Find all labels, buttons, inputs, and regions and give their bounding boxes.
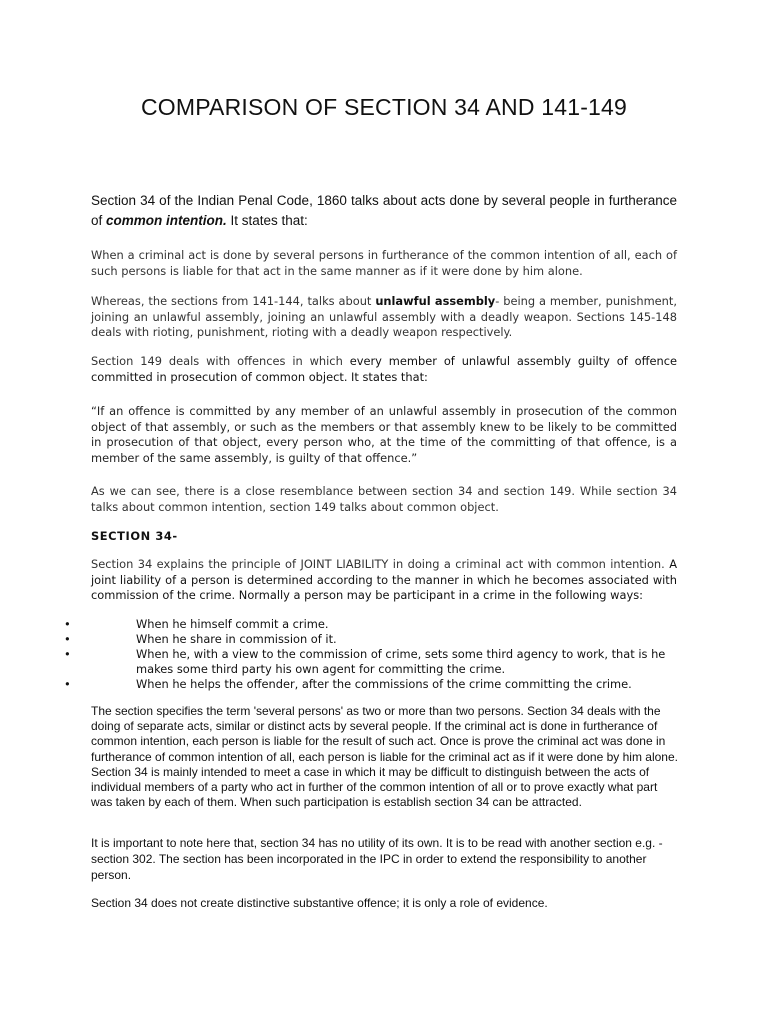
paragraph-rule-of-evidence: Section 34 does not create distinctive substantive offence; it is only a role of evidence. bbox=[91, 896, 548, 910]
p2-bold: unlawful assembly bbox=[375, 294, 496, 308]
list-item bbox=[64, 677, 684, 692]
p5-text-2: A joint liability of a person is determined according to the manner in which he becomes associated with commission of the crime. Normally a person may be participant in a crime in the following ways: bbox=[91, 557, 677, 603]
list-item-text: When he, with a view to the commission of crime, sets some third agency to work, that is he makes some third party his own agent for committing the crime. bbox=[136, 647, 666, 676]
section-heading: SECTION 34- bbox=[91, 529, 178, 543]
page-title: COMPARISON OF SECTION 34 AND 141-149 bbox=[140, 94, 628, 120]
bullet-marker: • bbox=[64, 617, 71, 631]
paragraph-no-utility: It is important to note here that, section 34 has no utility of its own. It is to be read with another section e.g. - section 302. The section has been incorporated in the IPC in order to extend the responsibility to another person. bbox=[91, 836, 663, 882]
bullet-marker: • bbox=[64, 647, 71, 661]
paragraph-joint-liability bbox=[91, 557, 677, 604]
quote-paragraph: “If an offence is committed by any member of an unlawful assembly in prosecution of the common object of that assembly, or such as the members or that assembly knew to be likely to be committed in prosecution of that object, every person who, at the time of the committing of that offence, is a member of the same assembly, is guilty of that offence.” bbox=[91, 404, 677, 465]
p3-text-1: Section 149 deals with offences in which bbox=[91, 354, 350, 368]
intro-text-1: Section 34 of the Indian Penal Code, 1860 talks about acts done by several people in furtherance of bbox=[91, 193, 677, 228]
intro-text-2: It states that: bbox=[226, 213, 308, 228]
p2-text-1: Whereas, the sections from 141-144, talks about bbox=[91, 294, 376, 308]
list-item bbox=[64, 647, 684, 677]
paragraph-resemblance: As we can see, there is a close resemblance between section 34 and section 149. While section 34 talks about common intention, section 149 talks about common object. bbox=[91, 484, 677, 514]
p5-text-1: Section 34 explains the principle of JOINT LIABILITY in doing a criminal act with common intention. bbox=[91, 557, 670, 571]
p3-text-2: every member of unlawful assembly guilty of offence committed in prosecution of common object. It states that: bbox=[91, 354, 677, 384]
list-item-text: When he himself commit a crime. bbox=[136, 617, 329, 631]
p2-text-2: - being a member, punishment, joining an unlawful assembly, joining an unlawful assembly with a deadly weapon. Sections 145-148 deals with rioting, punishment, rioting with a deadly weapon respectively. bbox=[91, 294, 677, 340]
paragraph-section-149 bbox=[91, 354, 677, 385]
intro-paragraph bbox=[91, 191, 677, 231]
list-item-text: When he share in commission of it. bbox=[136, 632, 337, 646]
list-item bbox=[64, 617, 684, 632]
intro-emphasis: common intention. bbox=[106, 213, 227, 228]
bullet-marker: • bbox=[64, 677, 71, 691]
paragraph-several-persons: The section specifies the term 'several persons' as two or more than two persons. Section 34 deals with the doing of separate acts, similar or distinct acts by several people. If the criminal act is done in furtherance of common intention, each person is liable for the result of such act. Once is prove the criminal act was done in furtherance of common intention of all, each person is liable for the criminal act as if it were done by him alone. Section 34 is mainly intended to meet a case in which it may be difficult to distinguish between the acts of individual members of a party who act in further of the common intention of all or to prove exactly what part was taken by each of them. When such participation is establish section 34 can be attracted. bbox=[91, 704, 678, 810]
bullet-list bbox=[64, 617, 684, 692]
paragraph-unlawful-assembly bbox=[91, 294, 677, 341]
list-item bbox=[64, 632, 684, 647]
list-item-text: When he helps the offender, after the commissions of the crime committing the crime. bbox=[136, 677, 632, 691]
bullet-marker: • bbox=[64, 632, 71, 646]
paragraph-section-34-definition: When a criminal act is done by several persons in furtherance of the common intention of all, each of such persons is liable for that act in the same manner as if it were done by him alone. bbox=[91, 248, 677, 278]
